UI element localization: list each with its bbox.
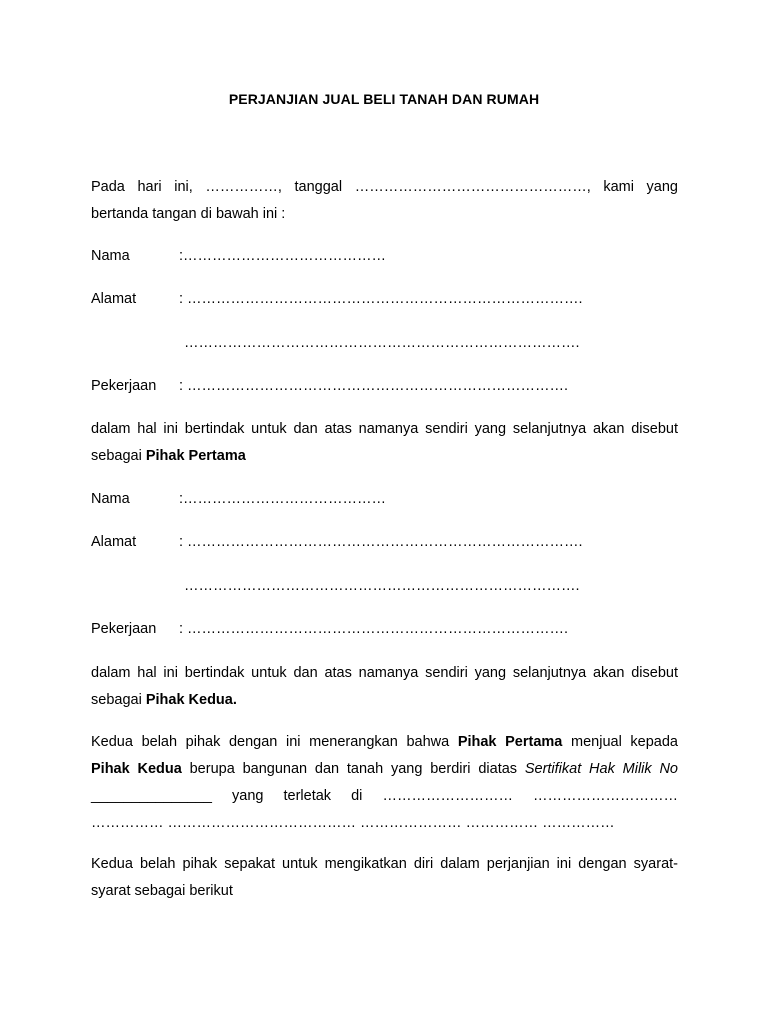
intro-paragraph — [91, 174, 678, 228]
party1-pekerjaan-field — [91, 376, 678, 396]
party2-nama-label: Nama — [91, 491, 130, 507]
party2-alamat-field — [91, 532, 678, 552]
intro-line-1: Pada hari ini, ……………, tanggal …………………………………………, kami yang — [91, 179, 678, 195]
statement2-line-2 — [91, 687, 678, 714]
party2-nama-field — [91, 489, 678, 509]
body1-sertifikat: Sertifikat Hak Milik No — [524, 761, 678, 777]
party1-alamat-continuation: ………………………………………………………………………. — [184, 335, 580, 351]
statement1-prefix: sebagai — [91, 448, 146, 464]
party2-alamat-continuation: ………………………………………………………………………. — [184, 578, 580, 594]
statement1-line-2 — [91, 443, 678, 470]
body1-line-1 — [91, 729, 678, 756]
statement2-prefix: sebagai — [91, 692, 146, 708]
document-title: PERJANJIAN JUAL BELI TANAH DAN RUMAH — [228, 91, 540, 107]
statement1-line-1: dalam hal ini bertindak untuk dan atas namanya sendiri yang selanjutnya akan disebut — [91, 421, 678, 437]
party1-nama-label: Nama — [91, 248, 130, 264]
intro-line-2: bertanda tangan di bawah ini : — [91, 206, 286, 222]
body1-text-b: berupa bangunan dan tanah yang berdiri diatas — [181, 761, 525, 777]
party1-pekerjaan-label: Pekerjaan — [91, 378, 157, 394]
party2-alamat-value: : ………………………………………………………………………. — [179, 534, 583, 550]
party1-alamat-value: : ………………………………………………………………………. — [179, 291, 583, 307]
statement1-paragraph — [91, 416, 678, 470]
party2-nama-value: :…………………………………… — [179, 491, 387, 507]
body1-pihak-kedua: Pihak Kedua — [91, 761, 182, 777]
party1-nama-value: :…………………………………… — [179, 248, 387, 264]
statement2-line-1: dalam hal ini bertindak untuk dan atas namanya sendiri yang selanjutnya akan disebut — [91, 665, 678, 681]
body1-line-3: _______________ yang terletak di ……………………… ………………………… — [91, 788, 678, 804]
body1-text-c: menjual kepada — [562, 734, 678, 750]
party1-pekerjaan-value: : ……………………………………………………………………. — [179, 378, 569, 394]
body2-line-2: syarat sebagai berikut — [91, 883, 233, 899]
party2-pekerjaan-field — [91, 619, 678, 639]
body1-paragraph — [91, 729, 678, 837]
body1-text-a: Kedua belah pihak dengan ini menerangkan bahwa — [91, 734, 458, 750]
body2-line-1: Kedua belah pihak sepakat untuk mengikatkan diri dalam perjanjian ini dengan syarat- — [91, 856, 678, 872]
body1-pihak-pertama: Pihak Pertama — [457, 734, 563, 750]
body1-line-4: …………… ………………………………… ………………… …………… …………… — [91, 815, 615, 831]
pihak-kedua-label: Pihak Kedua. — [145, 692, 237, 708]
body1-line-2 — [91, 756, 678, 783]
party2-pekerjaan-label: Pekerjaan — [91, 621, 157, 637]
party1-alamat-field — [91, 289, 678, 309]
party2-pekerjaan-value: : ……………………………………………………………………. — [179, 621, 569, 637]
pihak-pertama-label: Pihak Pertama — [145, 448, 246, 464]
party1-alamat-label: Alamat — [91, 291, 137, 307]
party1-nama-field — [91, 246, 678, 266]
statement2-paragraph — [91, 660, 678, 714]
party2-alamat-label: Alamat — [91, 534, 137, 550]
body2-paragraph — [91, 851, 678, 905]
